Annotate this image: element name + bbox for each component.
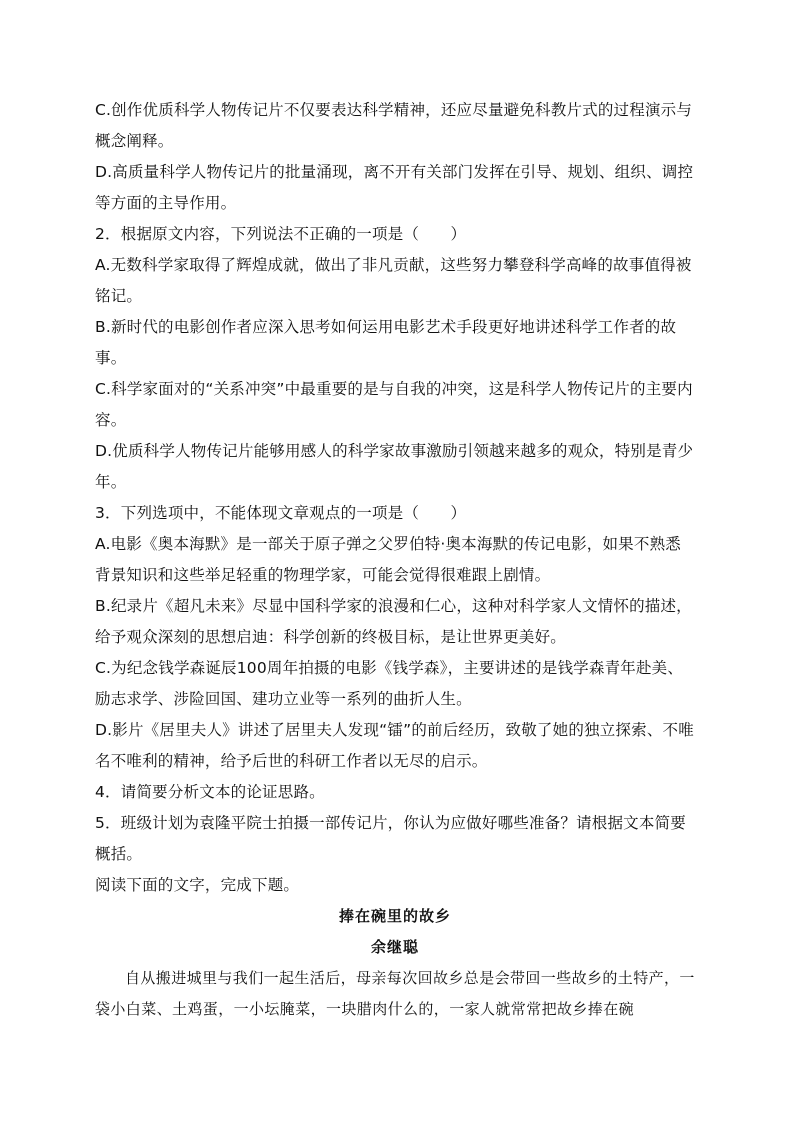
question-2: 2．根据原文内容，下列说法不正确的一项是（ ） — [95, 225, 467, 243]
option-1c: C.创作优质科学人物传记片不仅要表达科学精神，还应尽量避免科教片式的过程演示与概念阐释。 — [95, 101, 693, 150]
option-1d: D.高质量科学人物传记片的批量涌现，离不开有关部门发挥在引导、规划、组织、调控等方面的主导作用。 — [95, 163, 694, 212]
question-4: 4．请简要分析文本的论证思路。 — [95, 783, 325, 801]
option-2d: D.优质科学人物传记片能够用感人的科学家故事激励引领越来越多的观众，特别是青少年。 — [95, 442, 694, 491]
option-2a: A.无数科学家取得了辉煌成就，做出了非凡贡献，这些努力攀登科学高峰的故事值得被铭记。 — [95, 256, 692, 305]
question-5: 5．班级计划为袁隆平院士拍摄一部传记片，你认为应做好哪些准备？请根据文本简要概括。 — [95, 814, 686, 863]
option-3c: C.为纪念钱学森诞辰100周年拍摄的电影《钱学森》，主要讲述的是钱学森青年赴美、励志求学、涉险回国、建功立业等一系列的曲折人生。 — [95, 659, 684, 708]
story-author: 余继聪 — [370, 938, 419, 956]
option-2b: B.新时代的电影创作者应深入思考如何运用电影艺术手段更好地讲述科学工作者的故事。 — [95, 318, 677, 367]
story-title: 捧在碗里的故乡 — [338, 907, 451, 925]
document-content — [95, 95, 695, 1025]
story-paragraph: 自从搬进城里与我们一起生活后，母亲每次回故乡总是会带回一些故乡的土特产，一袋小白菜、土鸡蛋，一小坛腌菜，一块腊肉什么的，一家人就常常把故乡捧在碗 — [95, 969, 695, 1018]
question-3: 3．下列选项中，不能体现文章观点的一项是（ ） — [95, 504, 467, 522]
option-3d: D.影片《居里夫人》讲述了居里夫人发现“镭”的前后经历，致敬了她的独立探索、不唯名不唯利的精神，给予后世的科研工作者以无尽的启示。 — [95, 721, 694, 770]
reading-instruction: 阅读下面的文字，完成下题。 — [95, 876, 300, 894]
option-3b: B.纪录片《超凡未来》尽显中国科学家的浪漫和仁心，这种对科学家人文情怀的描述，给予观众深刻的思想启迪：科学创新的终极目标，是让世界更美好。 — [95, 597, 692, 646]
option-3a: A.电影《奥本海默》是一部关于原子弹之父罗伯特·奥本海默的传记电影，如果不熟悉背景知识和这些举足轻重的物理学家，可能会觉得很难跟上剧情。 — [95, 535, 681, 584]
option-2c: C.科学家面对的“关系冲突”中最重要的是与自我的冲突，这是科学人物传记片的主要内容。 — [95, 380, 693, 429]
